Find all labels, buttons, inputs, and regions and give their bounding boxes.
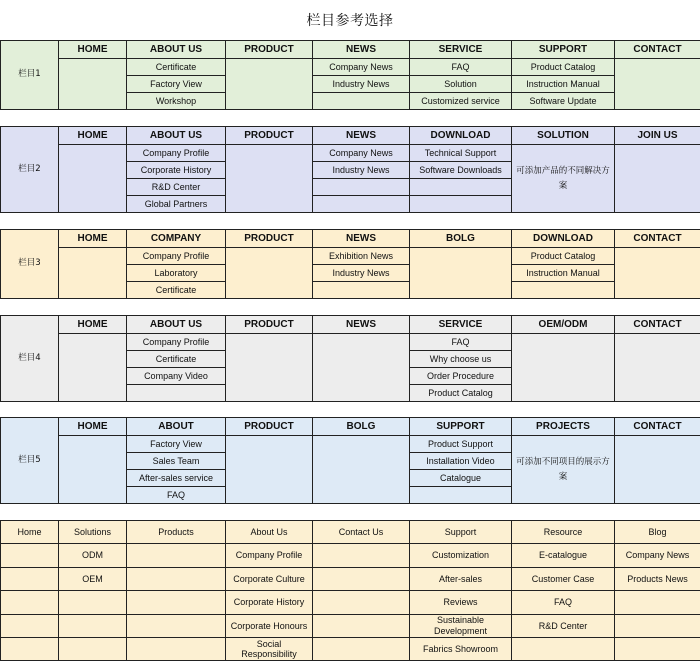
table-3-header: HOME [58, 229, 127, 248]
empty-cell [614, 590, 700, 614]
table-2-header: SOLUTION [511, 126, 615, 145]
empty-cell [225, 247, 313, 299]
table-note: 可添加不同项目的展示方案 [511, 435, 615, 504]
empty-cell [58, 58, 127, 110]
table-5-header: HOME [58, 417, 127, 436]
menu-item: Software Update [511, 92, 615, 110]
menu-item: Customized service [409, 92, 512, 110]
table-4-header: CONTACT [614, 315, 700, 334]
empty-cell [58, 614, 127, 638]
menu-item [312, 178, 410, 196]
empty-cell [58, 435, 127, 504]
table-1-header: HOME [58, 40, 127, 59]
table-2-header: HOME [58, 126, 127, 145]
menu-item: Sales Team [126, 452, 226, 470]
empty-cell [225, 58, 313, 110]
empty-cell [0, 614, 59, 638]
empty-cell [225, 333, 313, 402]
empty-cell [312, 435, 410, 504]
table-5-header: BOLG [312, 417, 410, 436]
empty-cell [614, 333, 700, 402]
menu-item: FAQ [409, 58, 512, 76]
table-2-header: JOIN US [614, 126, 700, 145]
menu-item: Technical Support [409, 144, 512, 162]
table-3-header: NEWS [312, 229, 410, 248]
table-5-header: CONTACT [614, 417, 700, 436]
menu-item: FAQ [409, 333, 512, 351]
table-3-header: COMPANY [126, 229, 226, 248]
sitemap-item: ODM [58, 543, 127, 567]
table-2-label: 栏目2 [0, 126, 59, 213]
menu-item: Instruction Manual [511, 75, 615, 93]
table-3-header: PRODUCT [225, 229, 313, 248]
menu-item [409, 178, 512, 196]
empty-cell [126, 614, 226, 638]
table-1-header: SERVICE [409, 40, 512, 59]
sitemap-item: Corporate Honours [225, 614, 313, 638]
sitemap-item: Reviews [409, 590, 512, 614]
sitemap-item: Fabrics Showroom [409, 637, 512, 661]
menu-item: Product Catalog [511, 247, 615, 265]
table-note: 可添加产品的不同解决方案 [511, 144, 615, 213]
empty-cell [511, 333, 615, 402]
empty-cell [0, 590, 59, 614]
table-1-header: NEWS [312, 40, 410, 59]
table-2-header: NEWS [312, 126, 410, 145]
menu-item: Company News [312, 58, 410, 76]
empty-cell [614, 614, 700, 638]
menu-item [312, 195, 410, 213]
menu-item: Company Profile [126, 333, 226, 351]
menu-item: Company Video [126, 367, 226, 385]
menu-item [409, 486, 512, 504]
sitemap-header: Products [126, 520, 226, 544]
menu-item: Product Catalog [511, 58, 615, 76]
empty-cell [312, 614, 410, 638]
empty-cell [614, 637, 700, 661]
sitemap-item: After-sales [409, 567, 512, 591]
table-4-header: ABOUT US [126, 315, 226, 334]
page-title: 栏目参考选择 [306, 13, 394, 29]
sitemap-header: Solutions [58, 520, 127, 544]
menu-item: Exhibition News [312, 247, 410, 265]
menu-item: Company News [312, 144, 410, 162]
sitemap-header: Contact Us [312, 520, 410, 544]
empty-cell [58, 144, 127, 213]
sitemap-header: Home [0, 520, 59, 544]
table-1-header: CONTACT [614, 40, 700, 59]
table-1-header: SUPPORT [511, 40, 615, 59]
empty-cell [312, 543, 410, 567]
sitemap-item: Social Responsibility [225, 637, 313, 661]
menu-item [511, 281, 615, 299]
sitemap-header: Blog [614, 520, 700, 544]
table-4-header: PRODUCT [225, 315, 313, 334]
table-2-header: DOWNLOAD [409, 126, 512, 145]
table-4-label: 栏目4 [0, 315, 59, 402]
menu-item: Installation Video [409, 452, 512, 470]
table-5-header: SUPPORT [409, 417, 512, 436]
empty-cell [0, 543, 59, 567]
sitemap-header: Support [409, 520, 512, 544]
table-5-label: 栏目5 [0, 417, 59, 504]
empty-cell [0, 567, 59, 591]
menu-item: Workshop [126, 92, 226, 110]
empty-cell [0, 637, 59, 661]
table-3-header: BOLG [409, 229, 512, 248]
empty-cell [225, 144, 313, 213]
table-3-label: 栏目3 [0, 229, 59, 299]
menu-item: Certificate [126, 281, 226, 299]
table-4-header: HOME [58, 315, 127, 334]
menu-item [312, 92, 410, 110]
table-4-header: NEWS [312, 315, 410, 334]
sitemap-item: Customization [409, 543, 512, 567]
sitemap-item: Corporate History [225, 590, 313, 614]
menu-item: Industry News [312, 264, 410, 282]
table-5-header: ABOUT [126, 417, 226, 436]
empty-cell [409, 247, 512, 299]
empty-cell [126, 590, 226, 614]
menu-item: Product Support [409, 435, 512, 453]
table-1-label: 栏目1 [0, 40, 59, 110]
sitemap-item: Company News [614, 543, 700, 567]
sitemap-item: E-catalogue [511, 543, 615, 567]
menu-item: Certificate [126, 58, 226, 76]
table-3-header: DOWNLOAD [511, 229, 615, 248]
table-5-header: PRODUCT [225, 417, 313, 436]
empty-cell [614, 144, 700, 213]
menu-item: Industry News [312, 161, 410, 179]
empty-cell [312, 333, 410, 402]
empty-cell [614, 435, 700, 504]
menu-item: Factory View [126, 435, 226, 453]
empty-cell [58, 247, 127, 299]
table-2-header: PRODUCT [225, 126, 313, 145]
sitemap-item: Sustainable Development [409, 614, 512, 638]
menu-item: Software Downloads [409, 161, 512, 179]
empty-cell [126, 567, 226, 591]
table-5-header: PROJECTS [511, 417, 615, 436]
empty-cell [614, 247, 700, 299]
menu-item: Corporate History [126, 161, 226, 179]
empty-cell [614, 58, 700, 110]
empty-cell [511, 637, 615, 661]
menu-item: Certificate [126, 350, 226, 368]
empty-cell [312, 567, 410, 591]
sitemap-item: Customer Case [511, 567, 615, 591]
sitemap-header: Resource [511, 520, 615, 544]
sitemap-item: Company Profile [225, 543, 313, 567]
sitemap-item: FAQ [511, 590, 615, 614]
table-2-header: ABOUT US [126, 126, 226, 145]
table-1-header: PRODUCT [225, 40, 313, 59]
sitemap-item: Products News [614, 567, 700, 591]
menu-item [409, 195, 512, 213]
menu-item: Factory View [126, 75, 226, 93]
empty-cell [58, 333, 127, 402]
menu-item: FAQ [126, 486, 226, 504]
empty-cell [126, 637, 226, 661]
menu-item: Industry News [312, 75, 410, 93]
empty-cell [312, 637, 410, 661]
sitemap-header: About Us [225, 520, 313, 544]
menu-item: After-sales service [126, 469, 226, 487]
menu-item: Instruction Manual [511, 264, 615, 282]
empty-cell [126, 543, 226, 567]
menu-item: R&D Center [126, 178, 226, 196]
menu-item: Order Procedure [409, 367, 512, 385]
sitemap-item: OEM [58, 567, 127, 591]
empty-cell [225, 435, 313, 504]
menu-item: Laboratory [126, 264, 226, 282]
empty-cell [58, 590, 127, 614]
menu-item: Why choose us [409, 350, 512, 368]
menu-item: Catalogue [409, 469, 512, 487]
empty-cell [312, 590, 410, 614]
menu-item: Company Profile [126, 144, 226, 162]
sitemap-item: R&D Center [511, 614, 615, 638]
table-4-header: OEM/ODM [511, 315, 615, 334]
menu-item: Solution [409, 75, 512, 93]
menu-item: Company Profile [126, 247, 226, 265]
menu-item: Global Partners [126, 195, 226, 213]
table-4-header: SERVICE [409, 315, 512, 334]
menu-item [312, 281, 410, 299]
menu-item: Product Catalog [409, 384, 512, 402]
table-3-header: CONTACT [614, 229, 700, 248]
table-1-header: ABOUT US [126, 40, 226, 59]
empty-cell [58, 637, 127, 661]
menu-item [126, 384, 226, 402]
sitemap-item: Corporate Culture [225, 567, 313, 591]
